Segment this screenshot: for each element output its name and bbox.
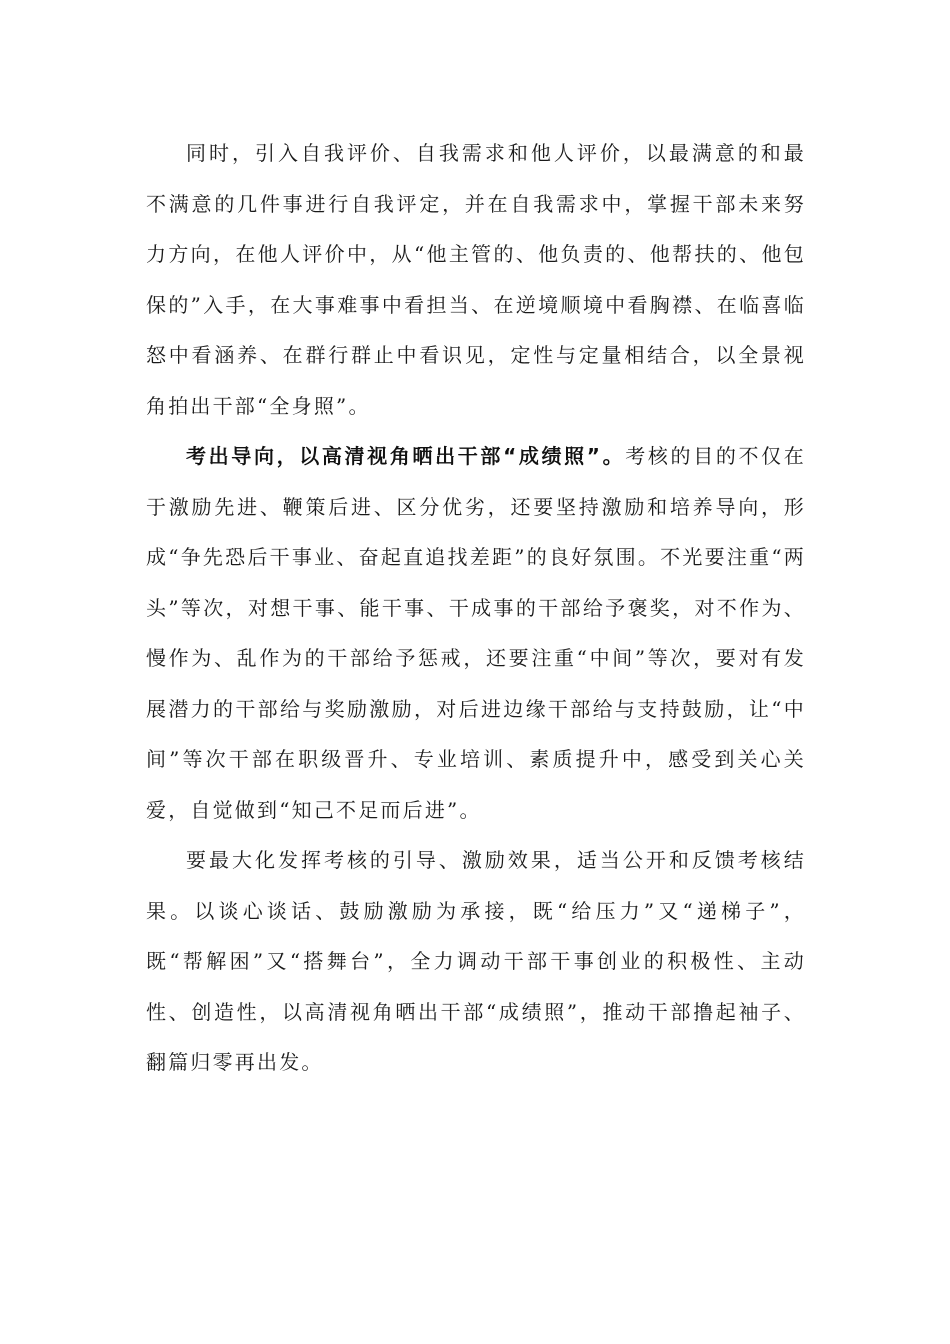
paragraph-3	[146, 835, 806, 1088]
paragraph-1-text: 同时，引入自我评价、自我需求和他人评价，以最满意的和最不满意的几件事进行自我评定，并在自我需求中，掌握干部未来努力方向，在他人评价中，从“他主管的、他负责的、他帮扶的、他包保的”入手，在大事难事中看担当、在逆境顺境中看胸襟、在临喜临怒中看涵养、在群行群止中看识见，定性与定量相结合，以全景视角拍出干部“全身照”。	[146, 141, 806, 418]
paragraph-2-text: 考核的目的不仅在于激励先进、鞭策后进、区分优劣，还要坚持激励和培养导向，形成“争先恐后干事业、奋起直追找差距”的良好氛围。不光要注重“两头”等次，对想干事、能干事、干成事的干部给予褒奖，对不作为、慢作为、乱作为的干部给予惩戒，还要注重“中间”等次，要对有发展潜力的干部给与奖励激励，对后进边缘干部给与支持鼓励，让“中间”等次干部在职级晋升、专业培训、素质提升中，感受到关心关爱，自觉做到“知己不足而后进”。	[146, 444, 806, 822]
paragraph-1	[146, 128, 806, 431]
document-body	[146, 128, 806, 1088]
paragraph-2-lead: 考出导向，以高清视角晒出干部“成绩照”。	[186, 444, 626, 468]
paragraph-2	[146, 431, 806, 835]
paragraph-3-text: 要最大化发挥考核的引导、激励效果，适当公开和反馈考核结果。以谈心谈话、鼓励激励为承接，既“给压力”又“递梯子”，既“帮解困”又“搭舞台”，全力调动干部干事创业的积极性、主动性、创造性，以高清视角晒出干部“成绩照”，推动干部撸起袖子、翻篇归零再出发。	[146, 848, 806, 1074]
